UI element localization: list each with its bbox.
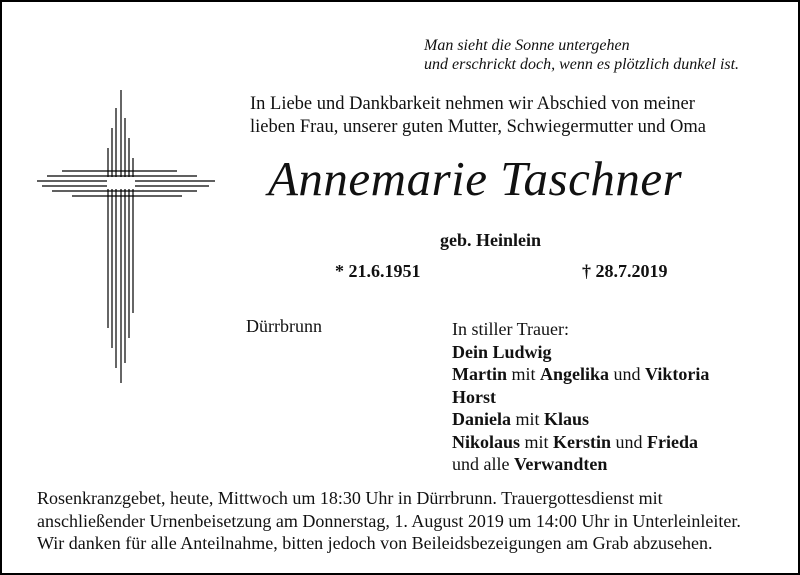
death-date: † 28.7.2019 xyxy=(582,261,668,281)
mourner-line-2: Martin mit Angelika und Viktoria xyxy=(452,364,710,384)
intro-line-1: In Liebe und Dankbarkeit nehmen wir Abschied von meiner xyxy=(250,94,695,114)
footer-line-2: anschließender Urnenbeisetzung am Donnerstag, 1. August 2019 um 14:00 Uhr in Unterleinleiter. xyxy=(37,510,741,531)
intro-line-2: lieben Frau, unserer guten Mutter, Schwiegermutter und Oma xyxy=(250,117,706,137)
maiden-name: geb. Heinlein xyxy=(440,230,542,250)
mourners-heading: In stiller Trauer: xyxy=(452,319,569,339)
intro-text xyxy=(250,93,706,139)
footer-line-3: Wir danken für alle Anteilnahme, bitten jedoch von Beileidsbezeigungen am Grab abzusehen. xyxy=(37,533,713,553)
birth-date: * 21.6.1951 xyxy=(335,261,421,281)
place-name: Dürrbrunn xyxy=(246,316,322,336)
footer-line-1: Rosenkranzgebet, heute, Mittwoch um 18:30 Uhr in Dürrbrunn. Trauergottesdienst mit xyxy=(37,488,663,508)
mourner-line-3: Horst xyxy=(452,386,496,407)
mourner-line-4: Daniela mit Klaus xyxy=(452,409,590,429)
deceased-name: Annemarie Taschner xyxy=(268,151,683,206)
motto-line-2: und erschrickt doch, wenn es plötzlich dunkel ist. xyxy=(424,56,740,73)
cross-icon xyxy=(37,88,217,383)
motto-line-1: Man sieht die Sonne untergehen xyxy=(424,37,630,54)
mourner-line-1: Dein Ludwig xyxy=(452,341,552,362)
service-info xyxy=(37,487,741,555)
motto-quote xyxy=(424,36,739,74)
mourners-list xyxy=(452,318,709,476)
mourner-line-6: und alle Verwandten xyxy=(452,454,608,474)
mourner-line-5: Nikolaus mit Kerstin und Frieda xyxy=(452,431,699,452)
